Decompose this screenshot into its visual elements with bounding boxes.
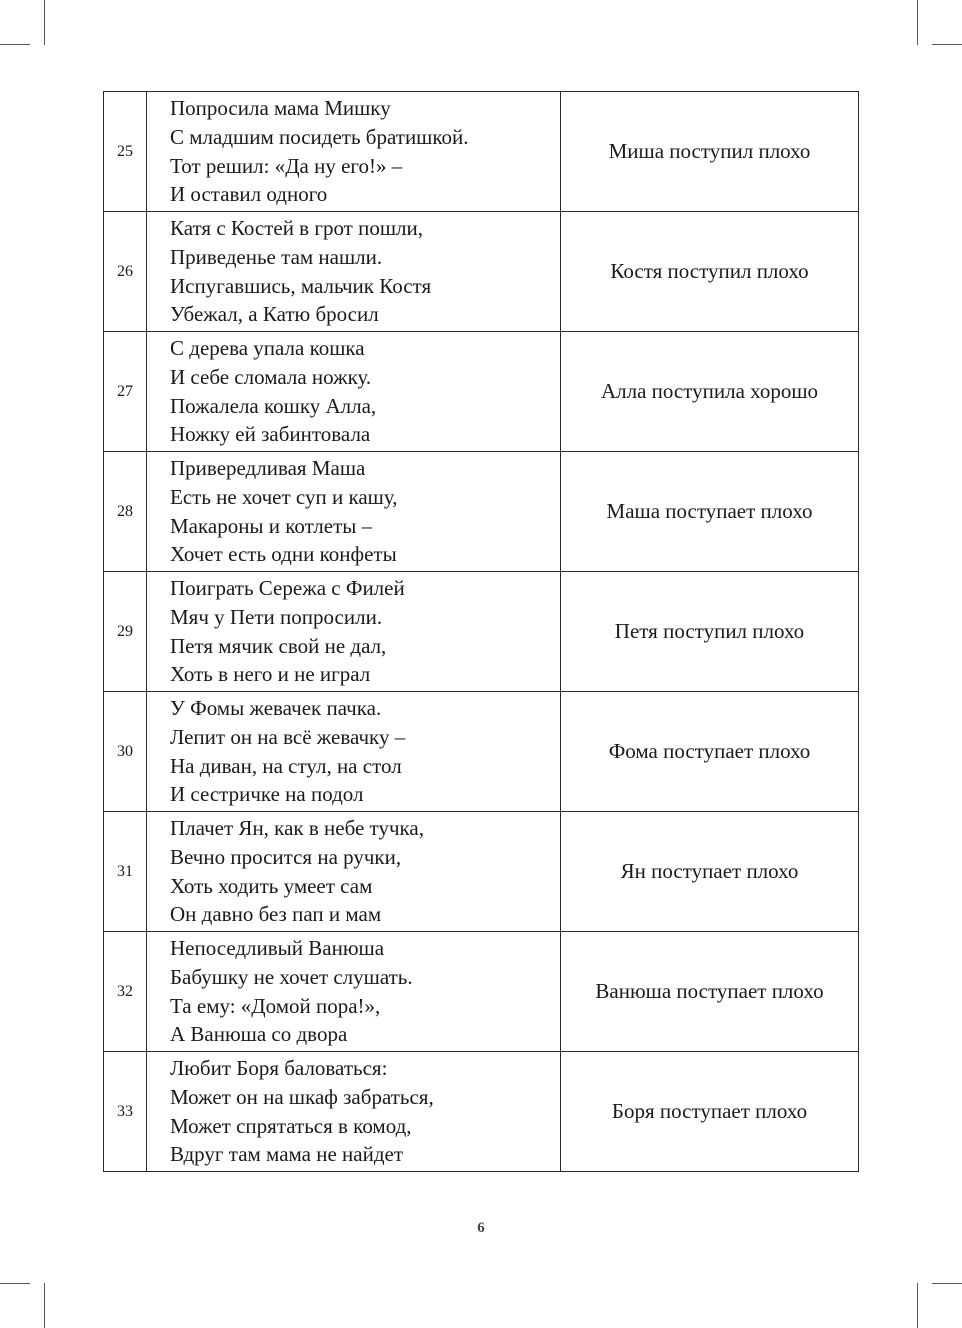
verdict: Петя поступил плохо <box>561 572 859 692</box>
row-number: 30 <box>104 692 147 812</box>
row-number: 33 <box>104 1052 147 1172</box>
verse-line: Непоседливый Ванюша <box>170 936 385 961</box>
verse-line: Катя с Костей в грот пошли, <box>170 216 423 241</box>
table-row <box>104 452 859 572</box>
table-row <box>104 572 859 692</box>
crop-mark <box>917 1283 918 1328</box>
crop-mark <box>44 1283 45 1328</box>
row-number: 26 <box>104 212 147 332</box>
verdict: Миша поступил плохо <box>561 92 859 212</box>
verse-line: Приведенье там нашли. <box>170 244 383 269</box>
row-number: 32 <box>104 932 147 1052</box>
table-row <box>104 332 859 452</box>
verdict: Боря поступает плохо <box>561 1052 859 1172</box>
verse-line: Убежал, а Катю бросил <box>170 302 379 327</box>
poem-verse <box>147 332 561 452</box>
verse-line: У Фомы жевачек пачка. <box>170 696 382 721</box>
poem-table <box>103 91 859 1172</box>
poem-verse <box>147 212 561 332</box>
verse-line: И оставил одного <box>170 182 328 207</box>
verdict: Маша поступает плохо <box>561 452 859 572</box>
verse-line: Ножку ей забинтовала <box>170 422 371 447</box>
verse-line: Пожалела кошку Алла, <box>170 393 377 418</box>
verse-line: Поиграть Сережа с Филей <box>170 576 405 601</box>
verse-line: Хочет есть одни конфеты <box>170 542 397 567</box>
crop-mark <box>0 1283 30 1284</box>
verse-line: С дерева упала кошка <box>170 336 365 361</box>
table-row <box>104 1052 859 1172</box>
verse-line: Та ему: «Домой пора!», <box>170 993 381 1018</box>
verse-line: С младшим посидеть братишкой. <box>170 124 469 149</box>
verse-line: Попросила мама Мишку <box>170 96 391 121</box>
poem-verse <box>147 692 561 812</box>
verse-line: Хоть ходить умеет сам <box>170 873 373 898</box>
verdict: Костя поступил плохо <box>561 212 859 332</box>
poem-table-body <box>104 92 859 1172</box>
crop-mark <box>932 44 962 45</box>
verse-line: Тот решил: «Да ну его!» – <box>170 153 403 178</box>
verse-line: Может он на шкаф забраться, <box>170 1084 434 1109</box>
verse-line: На диван, на стул, на стол <box>170 753 402 778</box>
row-number: 28 <box>104 452 147 572</box>
verdict: Ян поступает плохо <box>561 812 859 932</box>
verdict: Ванюша поступает плохо <box>561 932 859 1052</box>
poem-verse <box>147 932 561 1052</box>
verse-line: А Ванюша со двора <box>170 1022 348 1047</box>
row-number: 25 <box>104 92 147 212</box>
poem-verse <box>147 452 561 572</box>
verse-line: Вдруг там мама не найдет <box>170 1142 404 1167</box>
verse-line: Любит Боря баловаться: <box>170 1056 388 1081</box>
crop-mark <box>917 0 918 45</box>
crop-mark <box>0 44 30 45</box>
verse-line: Хоть в него и не играл <box>170 662 371 687</box>
verse-line: Есть не хочет суп и кашу, <box>170 484 398 509</box>
poem-verse <box>147 92 561 212</box>
verse-line: Плачет Ян, как в небе тучка, <box>170 816 424 841</box>
table-row <box>104 692 859 812</box>
poem-verse <box>147 1052 561 1172</box>
verdict: Алла поступила хорошо <box>561 332 859 452</box>
verse-line: Мяч у Пети попросили. <box>170 604 383 629</box>
row-number: 31 <box>104 812 147 932</box>
verse-line: Он давно без пап и мам <box>170 902 382 927</box>
poem-verse <box>147 572 561 692</box>
crop-mark <box>932 1283 962 1284</box>
crop-mark <box>44 0 45 45</box>
verse-line: И сестричке на подол <box>170 782 364 807</box>
verse-line: Петя мячик свой не дал, <box>170 633 387 658</box>
poem-verse <box>147 812 561 932</box>
table-row <box>104 932 859 1052</box>
verse-line: Привередливая Маша <box>170 456 366 481</box>
verse-line: Лепит он на всё жевачку – <box>170 724 406 749</box>
table-row <box>104 92 859 212</box>
verse-line: Макароны и котлеты – <box>170 513 373 538</box>
table-row <box>104 812 859 932</box>
page-number: 6 <box>477 1220 485 1236</box>
verse-line: И себе сломала ножку. <box>170 364 372 389</box>
verse-line: Бабушку не хочет слушать. <box>170 964 413 989</box>
verdict: Фома поступает плохо <box>561 692 859 812</box>
verse-line: Вечно просится на ручки, <box>170 844 402 869</box>
row-number: 27 <box>104 332 147 452</box>
verse-line: Испугавшись, мальчик Костя <box>170 273 432 298</box>
row-number: 29 <box>104 572 147 692</box>
verse-line: Может спрятаться в комод, <box>170 1113 412 1138</box>
table-row <box>104 212 859 332</box>
